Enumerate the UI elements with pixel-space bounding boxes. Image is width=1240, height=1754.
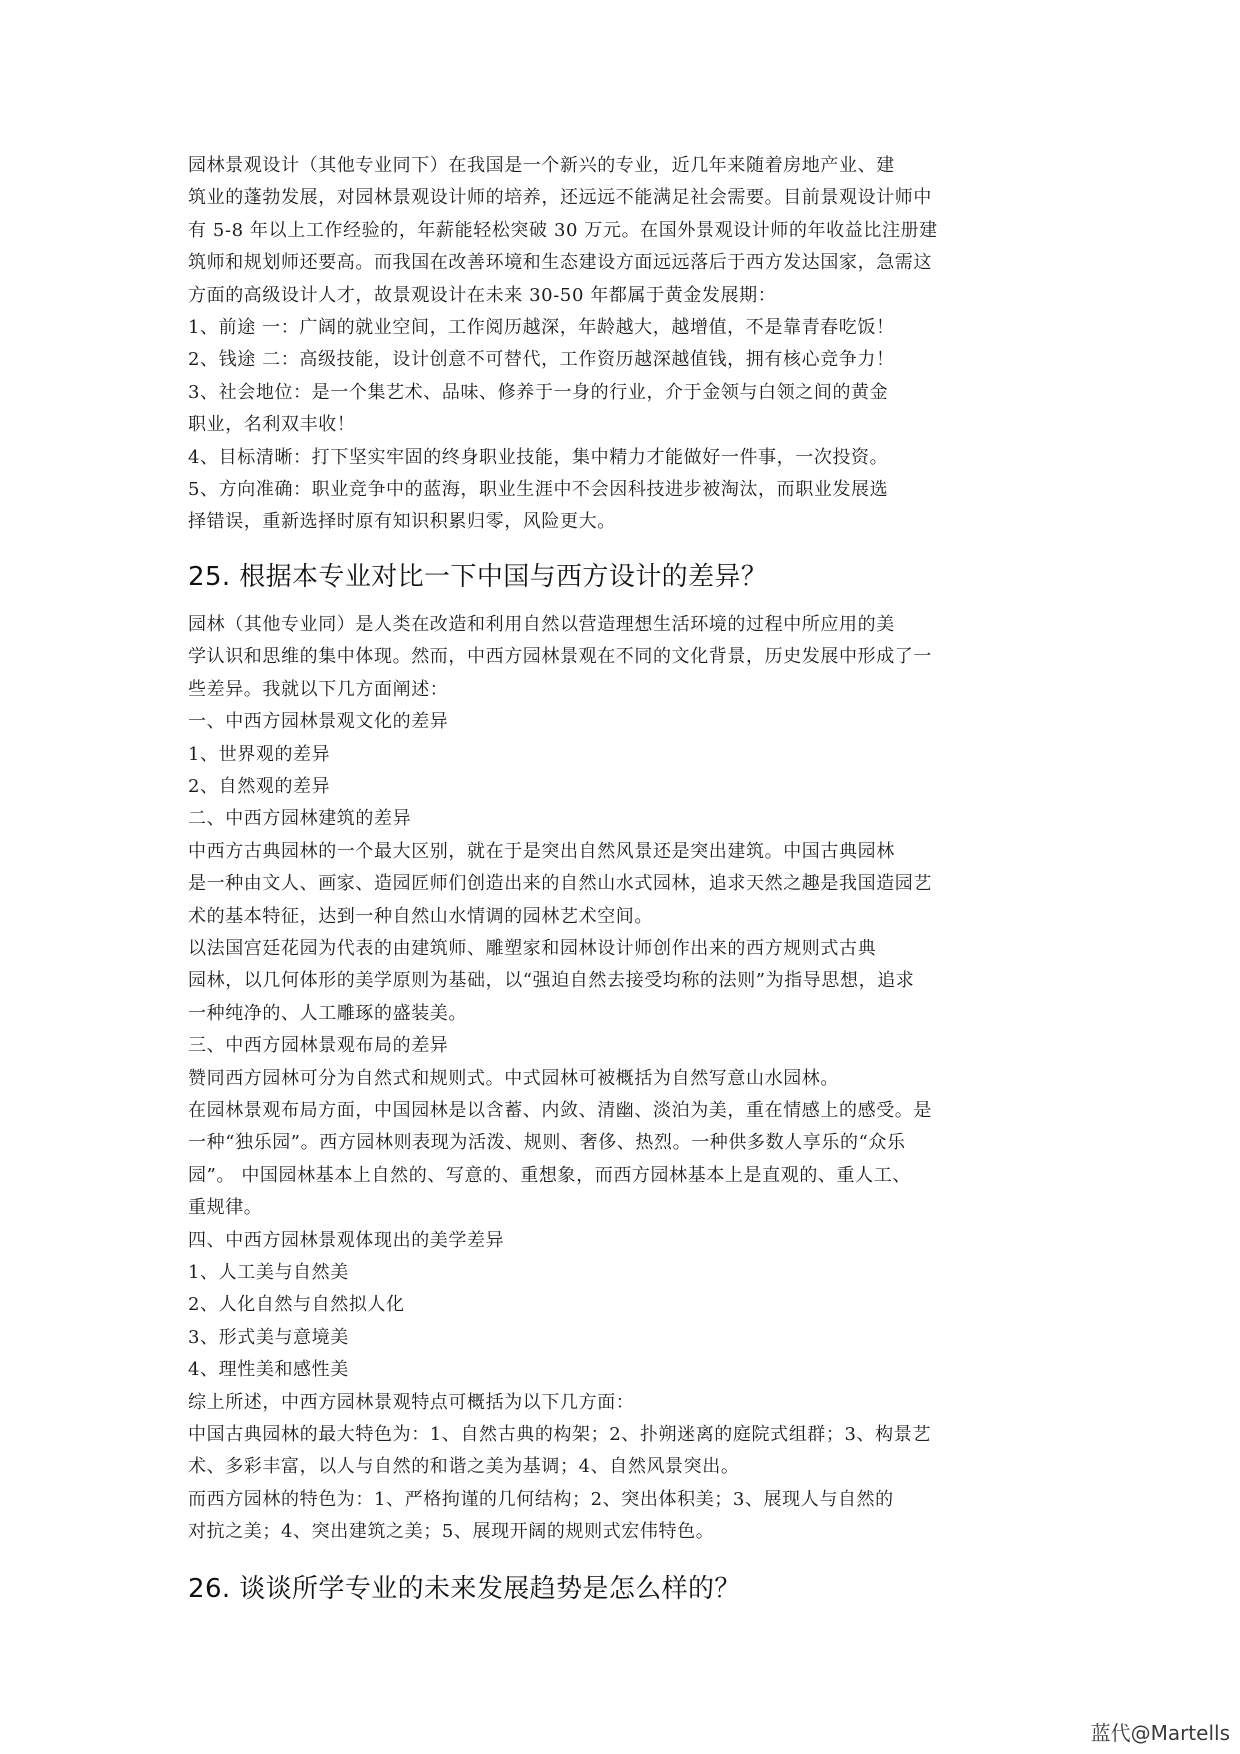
paragraph-line: 方面的高级设计人才，故景观设计在未来 30-50 年都属于黄金发展期： — [188, 284, 777, 306]
question-25-answer — [188, 609, 1088, 1549]
watermark: 蓝代@Martells — [1090, 1721, 1230, 1745]
paragraph-line: 些差异。我就以下几方面阐述： — [188, 678, 449, 700]
paragraph-line: 择错误，重新选择时原有知识积累归零，风险更大。 — [188, 511, 616, 533]
paragraph-line: 园林（其他专业同）是人类在改造和利用自然以营造理想生活环境的过程中所应用的美 — [188, 613, 895, 635]
paragraph-line: 综上所述，中西方园林景观特点可概括为以下几方面： — [188, 1391, 635, 1413]
paragraph-line: 3、社会地位：是一个集艺术、品味、修养于一身的行业，介于金领与白领之间的黄金 — [188, 381, 889, 403]
intro-section — [188, 150, 1088, 539]
paragraph-line: 职业，名利双丰收！ — [188, 414, 356, 436]
paragraph-line: 中国古典园林的最大特色为：1、自然古典的构架；2、扑朔迷离的庭院式组群；3、构景艺 — [188, 1424, 931, 1446]
paragraph-line: 筑师和规划师还要高。而我国在改善环境和生态建设方面远远落后于西方发达国家，急需这 — [188, 252, 932, 274]
paragraph-line: 以法国宫廷花园为代表的由建筑师、雕塑家和园林设计师创作出来的西方规则式古典 — [188, 937, 877, 959]
paragraph-line: 4、目标清晰：打下坚实牢固的终身职业技能，集中精力才能做好一件事，一次投资。 — [188, 446, 889, 468]
paragraph-line: 4、理性美和感性美 — [188, 1359, 349, 1381]
question-25-heading: 25. 根据本专业对比一下中国与西方设计的差异？ — [188, 561, 768, 592]
paragraph-line: 筑业的蓬勃发展，对园林景观设计师的培养，还远远不能满足社会需要。目前景观设计师中 — [188, 187, 932, 209]
paragraph-line: 术、多彩丰富，以人与自然的和谐之美为基调；4、自然风景突出。 — [188, 1456, 740, 1478]
paragraph-line: 一种“独乐园”。西方园林则表现为活泼、规则、奢侈、热烈。一种供多数人享乐的“众乐 — [188, 1132, 906, 1154]
paragraph-line: 2、钱途 二：高级技能，设计创意不可替代，工作资历越深越值钱，拥有核心竞争力！ — [188, 349, 895, 371]
paragraph-line: 一、中西方园林景观文化的差异 — [188, 711, 449, 733]
paragraph-line: 1、人工美与自然美 — [188, 1262, 349, 1283]
paragraph-line: 3、形式美与意境美 — [188, 1326, 349, 1348]
paragraph-line: 二、中西方园林建筑的差异 — [188, 808, 412, 830]
paragraph-line: 1、世界观的差异 — [188, 743, 331, 765]
paragraph-line: 赞同西方园林可分为自然式和规则式。中式园林可被概括为自然写意山水园林。 — [188, 1067, 839, 1089]
paragraph-line: 2、人化自然与自然拟人化 — [188, 1294, 405, 1316]
paragraph-line: 三、中西方园林景观布局的差异 — [188, 1035, 449, 1057]
paragraph-line: 术的基本特征，达到一种自然山水情调的园林艺术空间。 — [188, 905, 653, 927]
paragraph-line: 1、前途 一：广阔的就业空间，工作阅历越深，年龄越大，越增值，不是靠青春吃饭！ — [188, 317, 895, 339]
paragraph-line: 是一种由文人、画家、造园匠师们创造出来的自然山水式园林，追求天然之趣是我国造园艺 — [188, 873, 932, 895]
paragraph-line: 在园林景观布局方面，中国园林是以含蓄、内敛、清幽、淡泊为美，重在情感上的感受。是 — [188, 1099, 932, 1121]
paragraph-line: 而西方园林的特色为：1、严格拘谨的几何结构；2、突出体积美；3、展现人与自然的 — [188, 1488, 894, 1510]
paragraph-line: 重规律。 — [188, 1197, 263, 1219]
paragraph-line: 一种纯净的、人工雕琢的盛装美。 — [188, 1002, 467, 1024]
paragraph-line: 中西方古典园林的一个最大区别，就在于是突出自然风景还是突出建筑。中国古典园林 — [188, 840, 895, 862]
paragraph-line: 有 5-8 年以上工作经验的，年薪能轻松突破 30 万元。在国外景观设计师的年收益比注册建 — [188, 219, 938, 241]
paragraph-line: 园林，以几何体形的美学原则为基础，以“强迫自然去接受均称的法则”为指导思想，追求 — [188, 970, 915, 992]
paragraph-line: 5、方向准确：职业竞争中的蓝海，职业生涯中不会因科技进步被淘汰，而职业发展选 — [188, 479, 889, 501]
paragraph-line: 四、中西方园林景观体现出的美学差异 — [188, 1229, 505, 1251]
paragraph-line: 园”。 中国园林基本上自然的、写意的、重想象，而西方园林基本上是直观的、重人工、 — [188, 1164, 911, 1186]
paragraph-line: 2、自然观的差异 — [188, 775, 331, 797]
paragraph-line: 对抗之美；4、突出建筑之美；5、展现开阔的规则式宏伟特色。 — [188, 1521, 715, 1543]
paragraph-line: 园林景观设计（其他专业同下）在我国是一个新兴的专业，近几年来随着房地产业、建 — [188, 155, 895, 176]
paragraph-line: 学认识和思维的集中体现。然而，中西方园林景观在不同的文化背景，历史发展中形成了一 — [188, 646, 932, 668]
question-26-heading: 26. 谈谈所学专业的未来发展趋势是怎么样的？ — [188, 1573, 741, 1604]
document-body — [188, 150, 1088, 1607]
